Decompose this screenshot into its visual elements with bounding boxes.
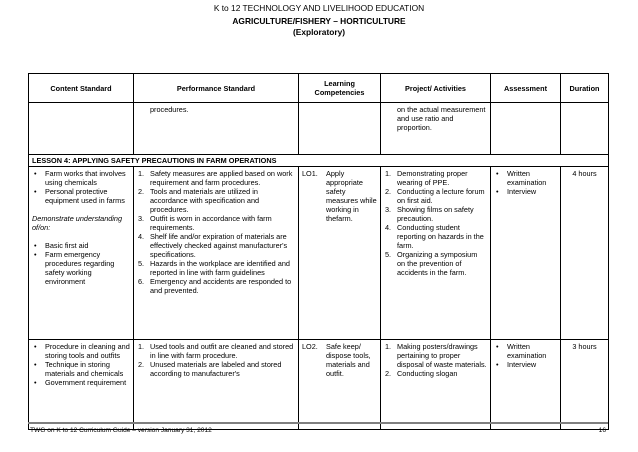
- page-number: 16: [598, 427, 606, 434]
- col-content-standard: Content Standard: [29, 74, 134, 103]
- assessment-cell: [491, 340, 561, 430]
- col-project-activities: Project/ Activities: [381, 74, 491, 103]
- table-header-row: [29, 74, 609, 103]
- document-header-title: K to 12 TECHNOLOGY AND LIVELIHOOD EDUCATION: [213, 3, 425, 13]
- lo-code: LO2.: [302, 342, 318, 351]
- list-item: 2. Conducting a lecture forum on first aid.: [385, 187, 485, 205]
- table-row: [29, 167, 609, 340]
- demonstrate-understanding-text: Demonstrate understanding of/on:: [32, 214, 123, 232]
- document-header-subject: AGRICULTURE/FISHERY – HORTICULTURE: [232, 16, 406, 26]
- duration-cell: 3 hours: [561, 340, 609, 430]
- list-item: • Interview: [494, 187, 557, 196]
- lesson-title-row: [29, 155, 609, 167]
- cont-lo-cell: [299, 103, 381, 155]
- list-item: • Technique in storing materials and chemicals: [32, 360, 130, 378]
- list-item: 4. Conducting student reporting on hazards in the farm.: [385, 223, 484, 250]
- table-row: [29, 340, 609, 430]
- list-item: 5. Organizing a symposium on the prevention of accidents in the farm.: [385, 250, 478, 277]
- lo-code: LO1.: [302, 169, 318, 178]
- col-duration: Duration: [561, 74, 609, 103]
- continuation-row: [29, 103, 609, 155]
- list-item: • Interview: [494, 360, 557, 369]
- content-standard-cell: [29, 340, 134, 430]
- list-item: • Written examination: [494, 342, 557, 360]
- cont-performance-cell: [134, 103, 299, 155]
- lo-text: Safe keep/ dispose tools, materials and outfit.: [326, 342, 371, 378]
- cont-content-cell: [29, 103, 134, 155]
- list-item: • Basic first aid: [32, 241, 130, 250]
- list-item: 2. Tools and materials are utilized in accordance with specification and procedures.: [138, 187, 260, 214]
- col-assessment: Assessment: [491, 74, 561, 103]
- learning-competency-cell: [299, 167, 381, 340]
- list-item: 6. Emergency and accidents are responded to and prevented.: [138, 277, 292, 295]
- performance-standard-cell: [134, 167, 299, 340]
- list-item: • Procedure in cleaning and storing tools and outfits: [32, 342, 130, 360]
- duration-cell: 4 hours: [561, 167, 609, 340]
- list-item: 3. Showing films on safety precaution.: [385, 205, 474, 223]
- activities-cell: [381, 167, 491, 340]
- list-item: • Personal protective equipment used in farms: [32, 187, 130, 205]
- curriculum-table: [28, 73, 609, 430]
- lo-text: Apply appropriate safety measures while working in thefarm.: [326, 169, 377, 223]
- list-item: 2. Conducting slogan: [385, 369, 458, 378]
- cont-assessment-cell: [491, 103, 561, 155]
- performance-standard-cell: [134, 340, 299, 430]
- document-header-level: (Exploratory): [292, 27, 346, 37]
- footer-divider: [28, 422, 608, 424]
- list-item: 2. Unused materials are labeled and stored according to manufacturer's: [138, 360, 282, 378]
- cont-activities-cell: [381, 103, 491, 155]
- list-item: 4. Shelf life and/or expiration of materials are effectively checked against manufacturer's specifications.: [138, 232, 288, 259]
- col-performance-standard: Performance Standard: [134, 74, 299, 103]
- content-standard-cell: [29, 167, 134, 340]
- learning-competency-cell: [299, 340, 381, 430]
- footer-text: TWG on K to 12 Curriculum Guide – version January 31, 2012: [30, 427, 212, 434]
- cont-duration-cell: [561, 103, 609, 155]
- list-item: • Government requirement: [32, 378, 130, 387]
- list-item: 1. Demonstrating proper wearing of PPE.: [385, 169, 468, 187]
- list-item: • Farm works that involves using chemicals: [32, 169, 130, 187]
- list-item: 3. Outfit is worn in accordance with farm requirements.: [138, 214, 272, 232]
- activities-cell: [381, 340, 491, 430]
- list-item: 5. Hazards in the workplace are identified and reported in line with farm guidelines: [138, 259, 290, 277]
- list-item: 1. Used tools and outfit are cleaned and stored in line with farm procedure.: [138, 342, 294, 360]
- list-item: 1. Making posters/drawings pertaining to proper disposal of waste materials.: [385, 342, 487, 369]
- list-item: • Written examination: [494, 169, 557, 187]
- cont-performance-text: procedures.: [150, 105, 189, 114]
- cont-activities-text: on the actual measurement and use ratio and proportion.: [397, 105, 486, 132]
- lesson-title: LESSON 4: APPLYING SAFETY PRECAUTIONS IN FARM OPERATIONS: [29, 155, 609, 167]
- col-learning-competencies: Learning Competencies: [299, 74, 381, 103]
- list-item: • Farm emergency procedures regarding safety working environment: [32, 250, 130, 286]
- list-item: 1. Safety measures are applied based on work requirement and farm procedures.: [138, 169, 293, 187]
- assessment-cell: [491, 167, 561, 340]
